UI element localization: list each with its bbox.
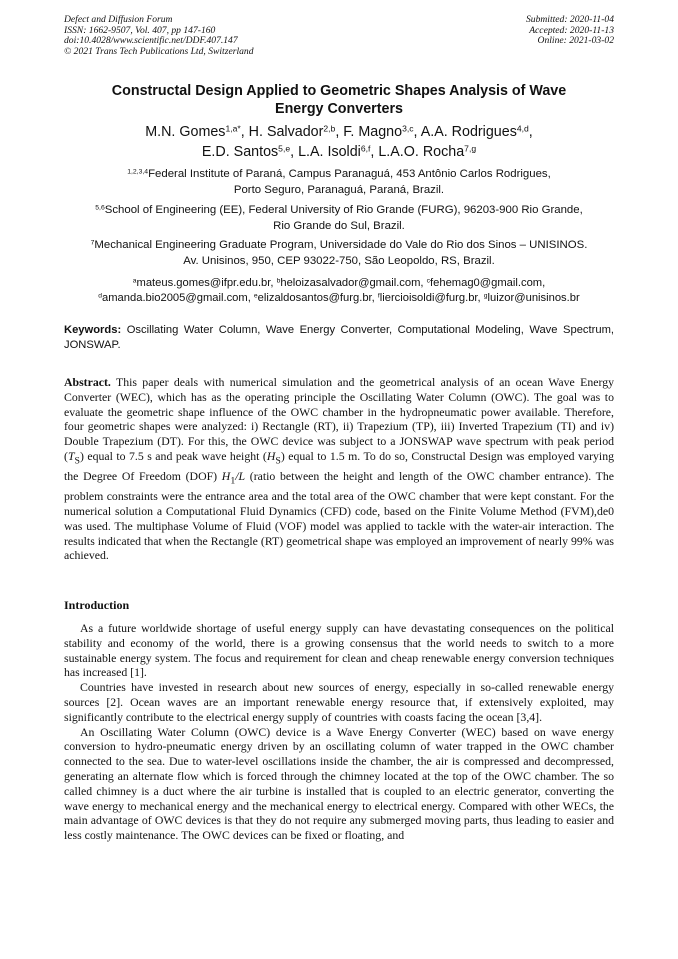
author-line-2: [64, 143, 614, 163]
symbol-h: H: [266, 448, 276, 463]
email-sup: b: [276, 277, 281, 285]
author-name: H. Salvador: [248, 124, 324, 140]
accepted-date: Accepted: 2020-11-13: [529, 24, 614, 36]
author-sup: 5,e: [278, 142, 291, 153]
author-sep: ,: [240, 124, 249, 140]
author-sup: 1,a*: [225, 123, 241, 134]
affiliation-sup: 5,6: [95, 204, 105, 212]
abstract-text: This paper deals with numerical simulation and the geometrical analysis of an ocean Wave Energy Converter (WEC), which has as the operating principle the Oscillating Water Column (OWC). The goal was to evaluate the geometric shape influence of the OWC chamber in the hydropneumatic power available. Therefore, four geometric shapes were analyzed: i) Rectangle (RT), ii) Trapezium (TP), iii) Inverted Trapezium (TI) and iv) Double Trapezium (DT). For this, the OWC device was subject to a JONSWAP wave spectrum with peak period (: [64, 375, 614, 463]
paper-title: [64, 82, 614, 118]
affiliation-line: [64, 167, 614, 183]
keywords-section: [64, 323, 614, 352]
author-sep: ,: [528, 124, 533, 140]
affiliation-line: [64, 203, 614, 219]
email-sup: g: [483, 292, 488, 300]
affiliation-sup: 7: [90, 239, 95, 247]
author-name: L.A.O. Rocha: [378, 143, 465, 160]
abstract-text: ) equal to 7.5 s and peak wave height (: [79, 448, 267, 463]
email-address[interactable]: luizor@unisinos.br: [487, 292, 580, 304]
journal-name: Defect and Diffusion Forum: [64, 14, 173, 25]
symbol-h1: H: [221, 469, 231, 484]
email-address[interactable]: fehemag0@gmail.com,: [430, 277, 546, 289]
dates-header: [526, 15, 614, 47]
author-name: L.A. Isoldi: [298, 143, 361, 160]
affiliation-sup: 1,2,3,4: [127, 168, 149, 176]
introduction-body: [64, 621, 614, 843]
email-address[interactable]: amanda.bio2005@gmail.com,: [102, 292, 254, 304]
abstract-text: (ratio between the height and length of the OWC chamber entrance). The problem constraints were the entrance area and the total area of the OWC chamber that were kept constant. For the numerical solution a Computational Fluid Dynamics (CFD) code, based on the Finite Volume Method (FVM),de0 was used. The multiphase Volume of Fluid (VOF) model was applied to tackle with the water-air interaction. The results indicated that when the Rectangle (RT) geometrical shape was employed an improvement of nearly 99% was achieved.: [64, 469, 614, 563]
affiliation-2: [64, 203, 614, 234]
email-address[interactable]: heloizasalvador@gmail.com,: [280, 277, 427, 289]
title-line-1: Constructal Design Applied to Geometric Shapes Analysis of Wave: [111, 83, 567, 99]
introduction-heading: Introduction: [64, 598, 130, 612]
author-name: E.D. Santos: [201, 143, 279, 160]
affiliation-line: Porto Seguro, Paranaguá, Paraná, Brazil.: [233, 183, 445, 196]
symbol-l: /L: [235, 469, 246, 484]
online-date: Online: 2021-03-02: [537, 35, 614, 47]
author-sep: ,: [290, 143, 299, 160]
symbol-t: T: [67, 448, 75, 463]
abstract-text: ) equal to 1.5 m. To do so, Constructal Design was employed varying the Degree Of Freedom (DOF): [64, 448, 614, 484]
author-name: A.A. Rodrigues: [420, 124, 517, 140]
email-sup: d: [98, 292, 103, 300]
doi-line: doi:10.4028/www.scientific.net/DDF.407.147: [64, 35, 238, 47]
symbol-sub: 1: [230, 475, 236, 487]
affiliation-text: Mechanical Engineering Graduate Program, Universidade do Vale do Rio dos Sinos – UNISINOS.: [94, 239, 588, 251]
symbol-sub: S: [275, 455, 281, 467]
author-sep: ,: [413, 124, 421, 140]
email-address[interactable]: elizaldosantos@furg.br,: [257, 292, 378, 304]
author-name: F. Magno: [343, 124, 403, 140]
intro-paragraph: As a future worldwide shortage of useful energy supply can have devastating consequences on the political stability and economy of the world, there is a growing consensus that the world needs to switch to a more sustainable energy system. The focus and requirement for clean and cheap renewable energy conversion techniques has increased [1].: [64, 621, 614, 680]
author-name: M.N. Gomes: [145, 124, 226, 140]
email-sup: e: [253, 292, 258, 300]
email-sup: f: [377, 292, 380, 300]
author-sup: 6,f: [360, 142, 371, 153]
affiliation-text: School of Engineering (EE), Federal University of Rio Grande (FURG), 96203-900 Rio Grande,: [104, 204, 583, 216]
author-sup: 4,d: [516, 123, 529, 134]
issn-line: ISSN: 1662-9507, Vol. 407, pp 147-160: [64, 24, 216, 36]
email-line-1: [64, 276, 614, 291]
affiliation-3: [64, 238, 614, 269]
keywords-label: Keywords:: [64, 324, 122, 336]
email-address[interactable]: liercioisoldi@furg.br,: [379, 292, 484, 304]
symbol-sub: S: [74, 455, 80, 467]
abstract-section: [64, 375, 614, 563]
email-sup: a: [132, 277, 137, 285]
affiliation-line: Rio Grande do Sul, Brazil.: [273, 219, 405, 232]
abstract-label: Abstract.: [64, 375, 111, 389]
affiliation-1: [64, 167, 614, 198]
author-sup: 7,g: [464, 142, 477, 153]
author-sep: ,: [335, 124, 344, 140]
author-sup: 3,c: [402, 123, 414, 134]
keywords-text: Oscillating Water Column, Wave Energy Converter, Computational Modeling, Wave Spectrum, JONSWAP.: [64, 324, 614, 351]
affiliation-line: Av. Unisinos, 950, CEP 93022-750, São Leopoldo, RS, Brazil.: [183, 254, 495, 267]
author-sup: 2,b: [323, 123, 336, 134]
email-sup: c: [426, 277, 431, 285]
title-line-2: Energy Converters: [275, 101, 403, 117]
affiliation-line: [64, 238, 614, 254]
author-list: [64, 123, 614, 162]
submitted-date: Submitted: 2020-11-04: [525, 14, 614, 25]
author-sep: ,: [370, 143, 379, 160]
intro-paragraph: Countries have invested in research about new sources of energy, especially in so-called renewable energy sources [2]. Ocean waves are an important renewable energy resource that, if extensively exploited, may significantly contribute to the electrical energy supply of countries with coasts facing the ocean [3,4].: [64, 680, 614, 724]
affiliation-text: Federal Institute of Paraná, Campus Paranaguá, 453 Antônio Carlos Rodrigues,: [148, 168, 551, 180]
author-line-1: [64, 123, 614, 143]
email-list: [64, 276, 614, 306]
intro-paragraph: An Oscillating Water Column (OWC) device is a Wave Energy Converter (WEC) based on wave energy conversion to hydro-pneumatic energy driven by an oscillating column of water trapped in the OWC chamber connected to the sea. Due to water-level oscillations inside the chamber, the air is compressed and decompressed, generating an alternate flow which is forced through the chimney located at the top of the OWC chamber. The so called chimney is a duct where the air turbine is installed that is coupled to an electric generator, converting the wave energy to mechanical energy and the mechanical energy to electrical energy. Compared with other WECs, the main advantage of OWC devices is that they do not require any submerged moving parts, thus leading to easier and less costly maintenance. The OWC devices can be fixed or floating, and: [64, 724, 614, 843]
journal-header: [64, 15, 254, 57]
email-address[interactable]: mateus.gomes@ifpr.edu.br,: [136, 277, 277, 289]
copyright-line: © 2021 Trans Tech Publications Ltd, Switzerland: [64, 45, 254, 57]
email-line-2: [64, 291, 614, 306]
